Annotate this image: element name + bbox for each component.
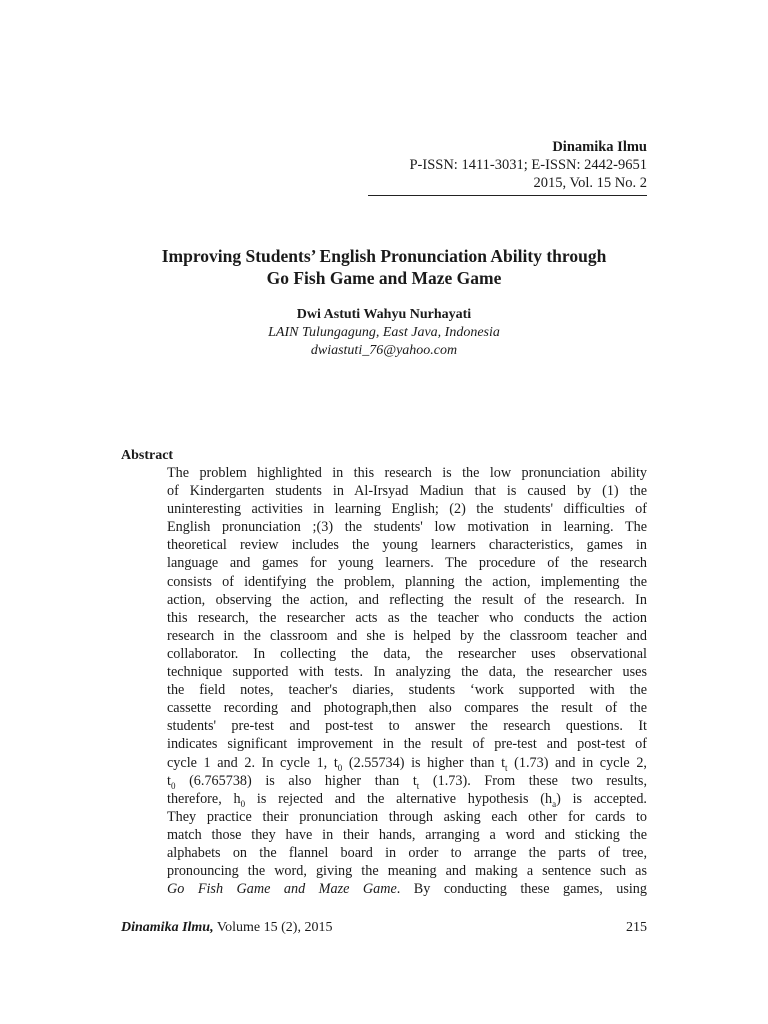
abstract-line: cycle 1 and 2. In cycle 1, $t_0$ (2.55734) is higher than $t_t$ (1.73) and in cycle 2, <box>167 754 647 773</box>
abstract-line: uninteresting activities in learning English; (2) the students' difficulties of <box>167 501 647 518</box>
abstract-line: the field notes, teacher's diaries, students ‘work supported with the <box>167 682 647 699</box>
abstract-line: match those they have in their hands, arranging a word and sticking the <box>167 826 647 843</box>
footer-citation <box>121 920 332 936</box>
abstract-line: students' pre-test and post-test to answer the research questions. It <box>167 718 647 735</box>
page-footer <box>121 920 647 936</box>
abstract-line: collaborator. In collecting the data, the researcher uses observational <box>167 645 647 662</box>
abstract-body <box>167 464 647 898</box>
journal-issn: P-ISSN: 1411-3031; E-ISSN: 2442-9651 <box>409 157 647 173</box>
article-title-line-2: Go Fish Game and Maze Game <box>266 268 502 288</box>
article-title <box>100 245 668 289</box>
abstract-line: Go Fish Game and Maze Game. By conducting these games, using <box>167 881 647 898</box>
abstract-line: of Kindergarten students in Al-Irsyad Madiun that is caused by (1) the <box>167 483 647 500</box>
abstract-line: The problem highlighted in this research is the low pronunciation ability <box>167 465 647 481</box>
footer-journal-name: Dinamika Ilmu, <box>121 920 214 935</box>
abstract-line: this research, the researcher acts as the teacher who conducts the action <box>167 609 647 626</box>
abstract-line: therefore, $h_0$ is rejected and the alternative hypothesis $(h_a)$ is accepted. <box>167 790 647 809</box>
abstract-line: They practice their pronunciation through asking each other for cards to <box>167 808 647 825</box>
abstract-line: indicates significant improvement in the result of pre-test and post-test of <box>167 736 647 753</box>
journal-volume: 2015, Vol. 15 No. 2 <box>533 175 647 191</box>
page-number: 215 <box>626 920 647 935</box>
footer-volume: Volume 15 (2), 2015 <box>213 920 333 935</box>
abstract-line: action, observing the action, and reflecting the result of the research. In <box>167 591 647 608</box>
abstract-line: pronouncing the word, giving the meaning and making a sentence such as <box>167 863 647 880</box>
abstract-line: cassette recording and photograph,then also compares the result of the <box>167 700 647 717</box>
author-block <box>100 306 668 360</box>
journal-header <box>409 138 647 192</box>
journal-name: Dinamika Ilmu <box>552 139 647 155</box>
abstract-line: consists of identifying the problem, planning the action, implementing the <box>167 573 647 590</box>
abstract-line: English pronunciation ;(3) the students' low motivation in learning. The <box>167 519 647 536</box>
abstract-line: theoretical review includes the young learners characteristics, games in <box>167 537 647 554</box>
abstract-line: research in the classroom and she is helped by the classroom teacher and <box>167 627 647 644</box>
abstract-line: alphabets on the flannel board in order to arrange the parts of tree, <box>167 844 647 861</box>
author-name: Dwi Astuti Wahyu Nurhayati <box>296 307 472 322</box>
abstract-line: language and games for young learners. The procedure of the research <box>167 555 647 572</box>
abstract-line: technique supported with tests. In analyzing the data, the researcher uses <box>167 664 647 681</box>
article-title-line-1: Improving Students’ English Pronunciation Ability through <box>161 246 607 266</box>
author-affiliation: LAIN Tulungagung, East Java, Indonesia <box>268 325 500 340</box>
abstract-line: $t_0$ (6.765738) is also higher than $t_t$ (1.73). From these two results, <box>167 772 647 791</box>
author-email: dwiastuti_76@yahoo.com <box>310 343 458 358</box>
header-divider <box>368 195 647 196</box>
abstract-heading: Abstract <box>121 448 174 463</box>
